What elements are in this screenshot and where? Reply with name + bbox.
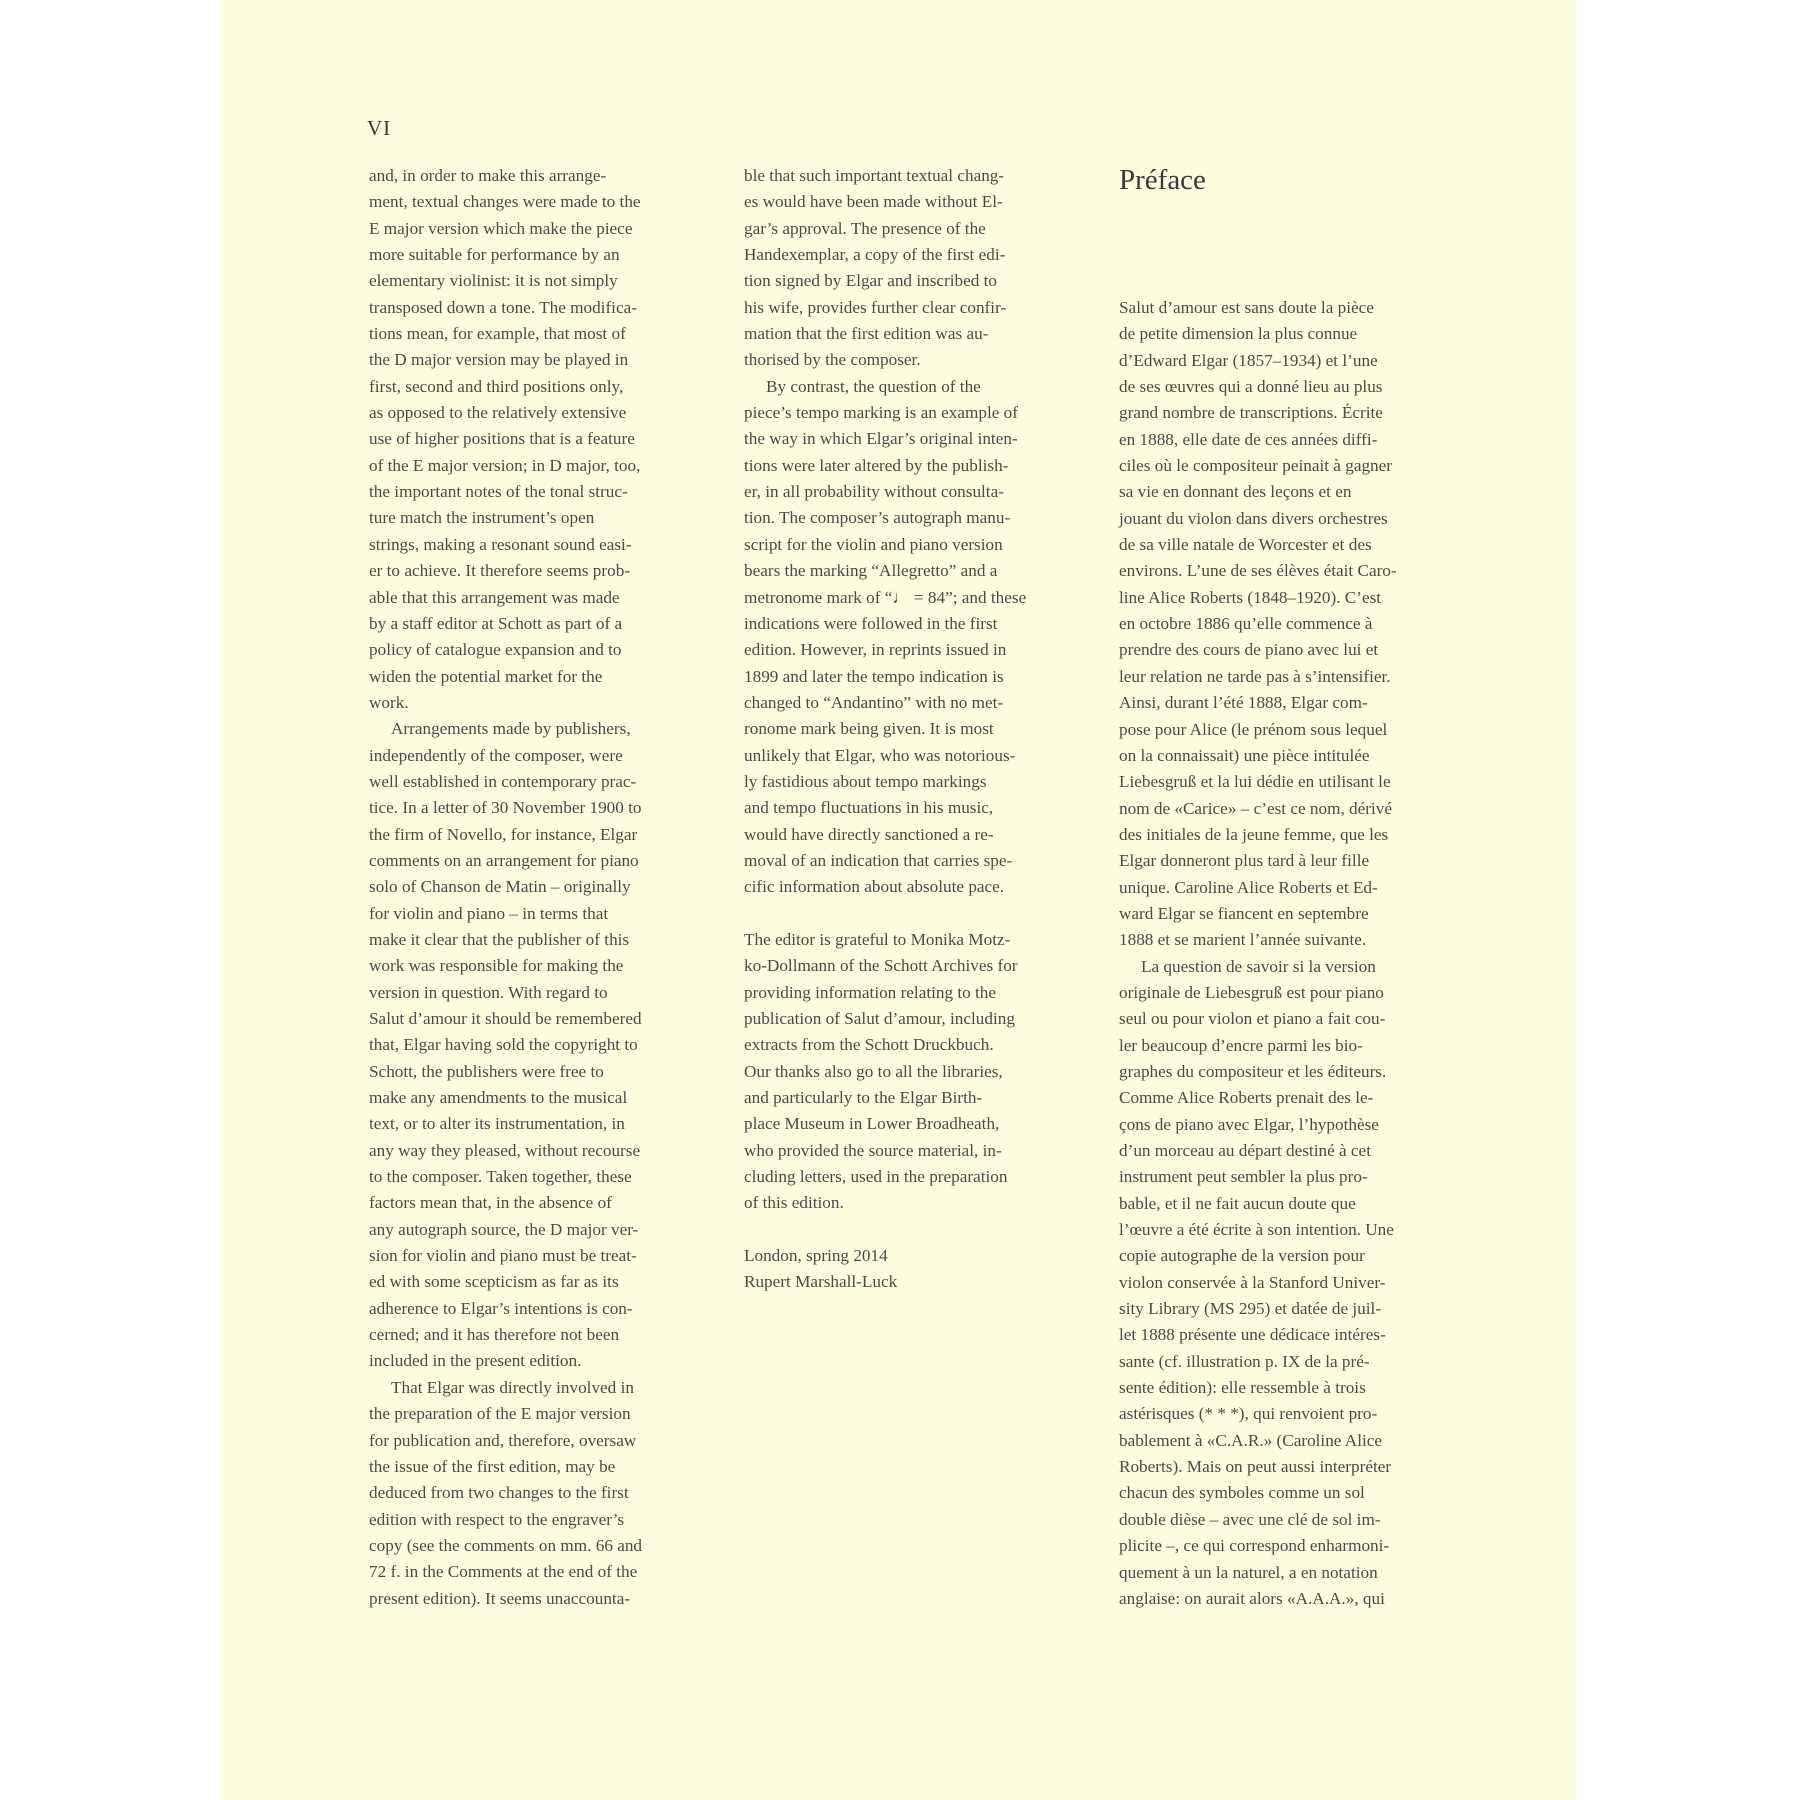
- text-line: deduced from two changes to the first: [369, 1483, 629, 1503]
- text-line: for publication and, therefore, oversaw: [369, 1430, 637, 1450]
- text-line: Handexemplar, a copy of the first edi-: [744, 245, 1006, 265]
- text-line: text, or to alter its instrumentation, in: [369, 1114, 625, 1134]
- text-line: ronome mark being given. It is most: [744, 719, 994, 739]
- text-line: sente édition): elle ressemble à trois: [1119, 1378, 1366, 1398]
- text-line: piece’s tempo marking is an example of: [744, 403, 1018, 423]
- text-line: environs. L’une de ses élèves était Caro-: [1119, 561, 1397, 581]
- text-line: er, in all probability without consulta-: [744, 482, 1004, 502]
- text-line: transposed down a tone. The modifica-: [369, 297, 637, 317]
- text-line: anglaise: on aurait alors «A.A.A.», qui: [1119, 1588, 1385, 1608]
- text-line: ed with some scepticism as far as its: [369, 1272, 619, 1292]
- text-line: for violin and piano – in terms that: [369, 903, 609, 923]
- text-line: The editor is grateful to Monika Motz-: [744, 929, 1011, 949]
- text-line: able that this arrangement was made: [369, 587, 620, 607]
- text-line: of the E major version; in D major, too,: [369, 455, 641, 475]
- text-line: that, Elgar having sold the copyright to: [369, 1035, 638, 1055]
- text-line: let 1888 présente une dédicace intéres-: [1119, 1325, 1386, 1345]
- text-line: and tempo fluctuations in his music,: [744, 798, 994, 818]
- text-line: er to achieve. It therefore seems prob-: [369, 561, 631, 581]
- text-line: leur relation ne tarde pas à s’intensifier.: [1119, 666, 1391, 686]
- text-line: de sa ville natale de Worcester et des: [1119, 535, 1372, 555]
- section-heading: Préface: [1119, 164, 1206, 196]
- text-line: d’Edward Elgar (1857–1934) et l’une: [1119, 350, 1378, 370]
- text-line: Comme Alice Roberts prenait des le-: [1119, 1088, 1374, 1108]
- text-line: edition with respect to the engraver’s: [369, 1509, 625, 1529]
- text-line: would have directly sanctioned a re-: [744, 824, 994, 844]
- text-line: factors mean that, in the absence of: [369, 1193, 612, 1213]
- text-line: script for the violin and piano version: [744, 534, 1003, 554]
- text-line: graphes du compositeur et les éditeurs.: [1119, 1061, 1387, 1081]
- text-line: the way in which Elgar’s original inten-: [744, 429, 1018, 449]
- text-line: as opposed to the relatively extensive: [369, 403, 627, 423]
- text-line: and particularly to the Elgar Birth-: [744, 1088, 983, 1108]
- text-line: That Elgar was directly involved in: [391, 1377, 634, 1397]
- text-line: E major version which make the piece: [369, 218, 633, 238]
- text-line: edition. However, in reprints issued in: [744, 640, 1007, 660]
- text-line: ward Elgar se fiancent en septembre: [1119, 903, 1369, 923]
- text-line: en octobre 1886 qu’elle commence à: [1119, 614, 1373, 634]
- text-line: ment, textual changes were made to the: [369, 192, 641, 212]
- text-line: work.: [369, 692, 409, 712]
- text-line: place Museum in Lower Broadheath,: [744, 1114, 1000, 1134]
- text-line: sa vie en donnant des leçons et en: [1119, 482, 1352, 502]
- text-line: ler beaucoup d’encre parmi les bio-: [1119, 1035, 1363, 1055]
- text-line: mation that the first edition was au-: [744, 324, 989, 344]
- text-line: 1899 and later the tempo indication is: [744, 666, 1004, 686]
- text-line: Salut d’amour est sans doute la pièce: [1119, 298, 1374, 317]
- text-line: the firm of Novello, for instance, Elgar: [369, 824, 638, 844]
- text-line: copie autographe de la version pour: [1119, 1246, 1365, 1266]
- text-line: sion for violin and piano must be treat-: [369, 1246, 637, 1266]
- text-line: es would have been made without El-: [744, 192, 1003, 212]
- text-line: tion signed by Elgar and inscribed to: [744, 271, 997, 291]
- text-line: jouant du violon dans divers orchestres: [1119, 508, 1388, 528]
- text-line: providing information relating to the: [744, 982, 997, 1002]
- text-line: comments on an arrangement for piano: [369, 850, 639, 870]
- text-line: en 1888, elle date de ces années diffi-: [1119, 429, 1378, 449]
- text-line: de ses œuvres qui a donné lieu au plus: [1119, 377, 1383, 397]
- text-line: the preparation of the E major version: [369, 1404, 631, 1424]
- text-line: La question de savoir si la version: [1141, 956, 1376, 976]
- text-line: of this edition.: [744, 1193, 844, 1213]
- text-line: Our thanks also go to all the libraries,: [744, 1061, 1003, 1081]
- text-line: quement à un la naturel, a en notation: [1119, 1562, 1378, 1582]
- text-line: seul ou pour violon et piano a fait cou-: [1119, 1009, 1386, 1029]
- text-line: Ainsi, durant l’été 1888, Elgar com-: [1119, 693, 1368, 713]
- text-line: gar’s approval. The presence of the: [744, 218, 986, 238]
- text-line: nom de «Carice» – c’est ce nom, dérivé: [1119, 798, 1392, 818]
- text-line: cluding letters, used in the preparation: [744, 1167, 1008, 1187]
- text-line: By contrast, the question of the: [766, 376, 981, 396]
- text-line: make any amendments to the musical: [369, 1088, 628, 1108]
- text-line: his wife, provides further clear confir-: [744, 297, 1007, 317]
- text-line: elementary violinist: it is not simply: [369, 271, 618, 291]
- text-line: ble that such important textual chang-: [744, 166, 1005, 185]
- text-line: Elgar donneront plus tard à leur fille: [1119, 851, 1370, 871]
- text-line: Arrangements made by publishers,: [391, 719, 631, 739]
- text-line: double dièse – avec une clé de sol im-: [1119, 1509, 1381, 1529]
- text-line: cific information about absolute pace.: [744, 877, 1005, 897]
- text-line: moval of an indication that carries spe-: [744, 850, 1013, 870]
- text-line: extracts from the Schott Druckbuch.: [744, 1035, 994, 1055]
- text-line: and, in order to make this arrange-: [369, 166, 607, 185]
- text-line: the D major version may be played in: [369, 350, 629, 370]
- text-line: sante (cf. illustration p. IX de la pré-: [1119, 1351, 1370, 1371]
- text-line: changed to “Andantino” with no met-: [744, 692, 1004, 712]
- text-line: copy (see the comments on mm. 66 and: [369, 1535, 643, 1555]
- text-line: solo of Chanson de Matin – originally: [369, 877, 631, 897]
- text-line: to the composer. Taken together, these: [369, 1167, 632, 1187]
- text-line: Schott, the publishers were free to: [369, 1061, 604, 1081]
- text-line: well established in contemporary prac-: [369, 771, 637, 791]
- text-line: ciles où le compositeur peinait à gagner: [1119, 456, 1392, 476]
- document-page: [222, 0, 1576, 1800]
- text-line: indications were followed in the first: [744, 613, 998, 633]
- text-line: policy of catalogue expansion and to: [369, 640, 622, 660]
- text-line: by a staff editor at Schott as part of a: [369, 613, 623, 633]
- text-line: more suitable for performance by an: [369, 245, 620, 265]
- text-line: des initiales de la jeune femme, que les: [1119, 824, 1389, 844]
- text-line: prendre des cours de piano avec lui et: [1119, 640, 1379, 660]
- text-line: strings, making a resonant sound easi-: [369, 534, 632, 554]
- text-line: tions were later altered by the publish-: [744, 455, 1009, 475]
- text-line: the important notes of the tonal struc-: [369, 482, 628, 502]
- text-line: d’un morceau au départ destiné à cet: [1119, 1141, 1371, 1160]
- text-line: pose pour Alice (le prénom sous lequel: [1119, 719, 1388, 739]
- text-line: çons de piano avec Elgar, l’hypothèse: [1119, 1114, 1379, 1134]
- text-line: line Alice Roberts (1848–1920). C’est: [1119, 587, 1382, 607]
- text-line: independently of the composer, were: [369, 745, 623, 765]
- text-line: widen the potential market for the: [369, 666, 603, 686]
- signature-author: Rupert Marshall-Luck: [744, 1272, 898, 1292]
- text-line: make it clear that the publisher of this: [369, 929, 630, 949]
- text-line: bable, et il ne fait aucun doute que: [1119, 1193, 1356, 1213]
- text-line: de petite dimension la plus connue: [1119, 324, 1358, 344]
- text-line: Roberts). Mais on peut aussi interpréter: [1119, 1457, 1392, 1477]
- text-line: 1888 et se marient l’année suivante.: [1119, 930, 1367, 950]
- text-line: tion. The composer’s autograph manu-: [744, 508, 1011, 528]
- text-line: ko-Dollmann of the Schott Archives for: [744, 956, 1018, 976]
- text-line: the issue of the first edition, may be: [369, 1456, 616, 1476]
- text-line: first, second and third positions only,: [369, 376, 624, 396]
- text-line: astérisques (* * *), qui renvoient pro-: [1119, 1404, 1378, 1424]
- text-line: unique. Caroline Alice Roberts et Ed-: [1119, 877, 1378, 897]
- text-line: publication of Salut d’amour, including: [744, 1009, 1015, 1028]
- text-line: originale de Liebesgruß est pour piano: [1119, 982, 1384, 1002]
- text-column-3: [1119, 295, 1459, 1612]
- text-column-1: [369, 163, 709, 1612]
- text-line: bears the marking “Allegretto” and a: [744, 561, 998, 581]
- text-line: sity Library (MS 295) et datée de juil-: [1119, 1299, 1382, 1319]
- text-line: Salut d’amour it should be remembered: [369, 1009, 642, 1028]
- text-line: on la connaissait) une pièce intitulée: [1119, 745, 1370, 765]
- text-line: bablement à «C.A.R.» (Caroline Alice: [1119, 1430, 1382, 1450]
- text-line: unlikely that Elgar, who was notorious-: [744, 745, 1016, 765]
- text-line: grand nombre de transcriptions. Écrite: [1119, 403, 1383, 423]
- paragraph-gap: [744, 901, 1084, 927]
- paragraph-gap: [744, 1217, 1084, 1243]
- text-line: version in question. With regard to: [369, 982, 608, 1002]
- signature-place-date: London, spring 2014: [744, 1246, 888, 1266]
- text-line: ture match the instrument’s open: [369, 508, 595, 528]
- text-line: instrument peut sembler la plus pro-: [1119, 1167, 1368, 1187]
- text-line: tions mean, for example, that most of: [369, 324, 626, 344]
- text-line: chacun des symboles comme un sol: [1119, 1483, 1365, 1503]
- text-line: present edition). It seems unaccounta-: [369, 1588, 631, 1608]
- text-line: Liebesgruß et la lui dédie en utilisant le: [1119, 772, 1391, 792]
- text-line: tice. In a letter of 30 November 1900 to: [369, 798, 642, 818]
- text-line: any way they pleased, without recourse: [369, 1140, 641, 1160]
- text-line: work was responsible for making the: [369, 956, 624, 976]
- text-line: adherence to Elgar’s intentions is con-: [369, 1298, 633, 1318]
- text-line: 72 f. in the Comments at the end of the: [369, 1562, 638, 1582]
- text-line: who provided the source material, in-: [744, 1140, 1002, 1160]
- text-line: ly fastidious about tempo markings: [744, 771, 987, 791]
- text-line: any autograph source, the D major ver-: [369, 1219, 639, 1239]
- text-line: thorised by the composer.: [744, 350, 921, 370]
- text-line: plicite –, ce qui correspond enharmoni-: [1119, 1536, 1390, 1556]
- text-line: included in the present edition.: [369, 1351, 582, 1371]
- text-line: violon conservée à la Stanford Univer-: [1119, 1272, 1386, 1292]
- text-line: cerned; and it has therefore not been: [369, 1325, 620, 1345]
- text-line: l’œuvre a été écrite à son intention. Une: [1119, 1220, 1394, 1240]
- text-line: use of higher positions that is a feature: [369, 429, 635, 449]
- text-line: metronome mark of “♩ = 84”; and these: [744, 587, 1027, 607]
- text-column-2: [744, 163, 1084, 1296]
- page-number: VI: [367, 116, 392, 140]
